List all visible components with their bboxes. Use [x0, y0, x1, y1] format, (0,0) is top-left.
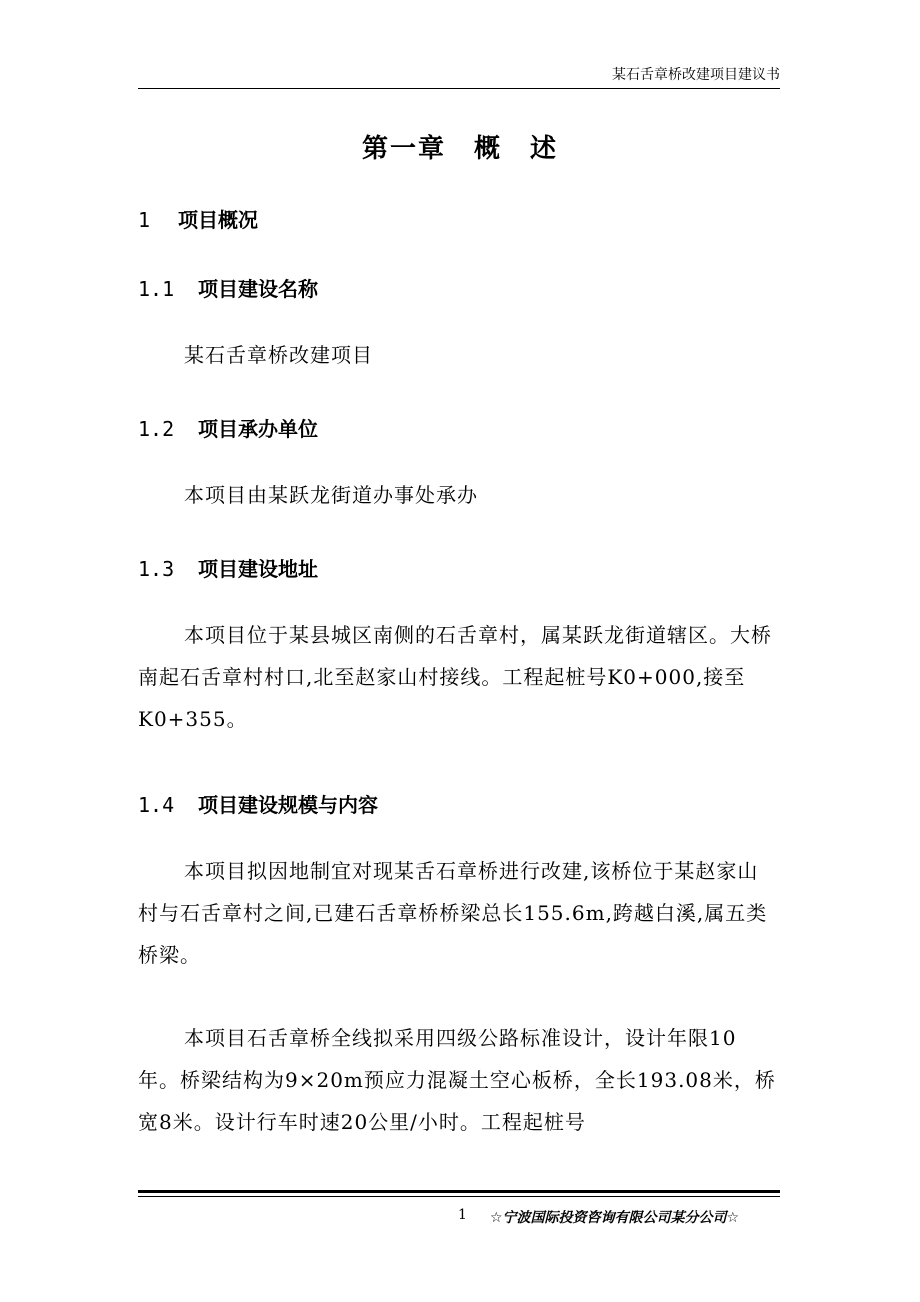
section-number: 1.3 [138, 557, 175, 581]
footer-divider-thin [138, 1196, 780, 1197]
running-header: 某石舌章桥改建项目建议书 [612, 67, 780, 83]
section-title: 项目建设地址 [198, 557, 318, 581]
section-heading-1-4 [138, 789, 378, 818]
footer-company: ☆宁波国际投资咨询有限公司某分公司☆ [490, 1210, 740, 1226]
paragraph-scale-1: 本项目拟因地制宜对现某舌石章桥进行改建,该桥位于某赵家山村与石舌章村之间,已建石舌章桥桥梁总长155.6m,跨越白溪,属五类桥梁。 [138, 859, 768, 967]
chapter-label: 第一章 [361, 134, 446, 164]
paragraph-project-address: 本项目位于某县城区南侧的石舌章村，属某跃龙街道辖区。大桥南起石舌章村村口,北至赵家山村接线。工程起桩号K0+000,接至K0+355。 [138, 623, 772, 731]
section-number: 1.2 [138, 417, 175, 441]
header-divider [138, 88, 780, 89]
section-title: 项目建设名称 [198, 277, 318, 301]
paragraph-project-unit: 本项目由某跃龙街道办事处承办 [184, 483, 478, 507]
page-number: 1 [458, 1207, 467, 1223]
footer-divider-thick [138, 1190, 780, 1193]
chapter-title [0, 128, 920, 165]
section-title: 项目概况 [178, 208, 258, 232]
section-heading-1-3 [138, 553, 318, 582]
paragraph-scale-2: 本项目石舌章桥全线拟采用四级公路标准设计，设计年限10年。桥梁结构为9×20m预应力混凝土空心板桥，全长193.08米，桥宽8米。设计行车时速20公里/小时。工程起桩号 [138, 1026, 776, 1134]
section-title: 项目承办单位 [198, 417, 318, 441]
section-number: 1.1 [138, 277, 175, 301]
section-heading-1-1 [138, 273, 318, 302]
section-heading-1 [138, 204, 258, 233]
section-number: 1.4 [138, 793, 175, 817]
section-number: 1 [138, 208, 151, 232]
section-title: 项目建设规模与内容 [198, 793, 378, 817]
paragraph-project-name: 某石舌章桥改建项目 [184, 343, 373, 367]
chapter-name: 概 述 [474, 134, 559, 164]
section-heading-1-2 [138, 413, 318, 442]
